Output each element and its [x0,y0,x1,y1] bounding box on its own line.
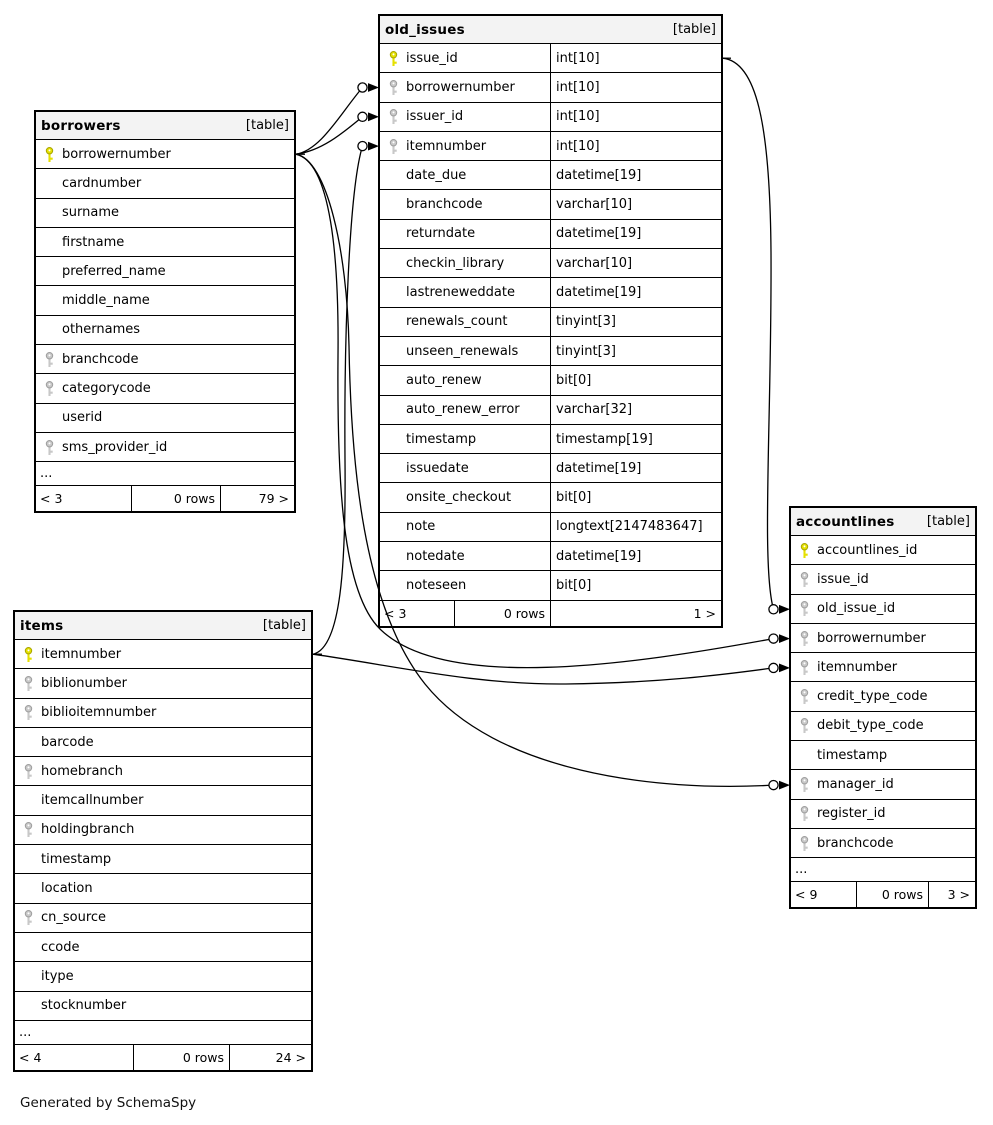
column-row-preferred_name[interactable] [36,257,294,286]
key-slot [15,821,41,838]
key-slot [380,108,406,125]
column-type: varchar[32] [550,396,721,424]
foreign-key-icon [23,763,34,780]
column-row-branchcode[interactable] [380,190,721,219]
column-row-timestamp[interactable] [15,845,311,874]
column-name: sms_provider_id [62,439,168,455]
column-row-noteseen[interactable] [380,571,721,600]
column-name: noteseen [406,577,467,593]
key-slot [791,805,817,822]
primary-key-icon [388,50,399,67]
column-row-debit_type_code[interactable] [791,712,975,741]
column-name: ccode [41,939,80,955]
column-name: middle_name [62,293,150,309]
column-name: notedate [406,548,465,564]
foreign-key-icon [799,600,810,617]
footer-parents-count: 24 > [275,1049,306,1065]
foreign-key-icon [388,138,399,155]
column-name: cardnumber [62,175,142,191]
column-name: issuer_id [406,109,464,125]
column-row-borrowernumber[interactable] [36,140,294,169]
column-row-register_id[interactable] [791,800,975,829]
edge-circle-icon [769,663,778,672]
column-name: issuedate [406,460,469,476]
foreign-key-icon [799,717,810,734]
column-name: biblionumber [41,675,128,691]
footer-parents-count: 3 > [947,887,970,903]
more-columns-row: ... [36,462,294,486]
foreign-key-icon [799,571,810,588]
table-tag: [table] [672,22,716,37]
key-slot [791,542,817,559]
table-borrowers[interactable] [34,110,296,513]
edge-circle-icon [358,142,367,151]
footer-row-count: 0 rows [857,882,929,907]
column-name: auto_renew_error [406,402,520,418]
column-type: longtext[2147483647] [550,513,721,541]
footer-parents-count: 79 > [258,491,289,507]
foreign-key-icon [799,630,810,647]
table-accountlines[interactable] [789,506,977,909]
column-row-holdingbranch[interactable] [15,816,311,845]
edge-items.itemnumber-to-old_issues.itemnumber [313,142,379,655]
edge-circle-icon [769,605,778,614]
column-row-branchcode[interactable] [36,345,294,374]
column-name: firstname [62,234,125,250]
column-row-itype[interactable] [15,962,311,991]
column-type: int[10] [550,73,721,101]
key-slot [15,675,41,692]
table-footer [36,486,294,511]
table-tag: [table] [245,118,289,133]
column-name: preferred_name [62,263,166,279]
column-row-issue_id[interactable] [791,565,975,594]
key-slot [791,688,817,705]
column-row-categorycode[interactable] [36,374,294,403]
column-row-cardnumber[interactable] [36,169,294,198]
column-row-branchcode[interactable] [791,829,975,858]
foreign-key-icon [799,688,810,705]
column-row-surname[interactable] [36,199,294,228]
edge-borrowers.borrowernumber-to-old_issues.issuer_id [296,112,379,154]
footer-children-count: < 9 [791,882,857,907]
column-type: int[10] [550,44,721,72]
column-row-biblioitemnumber[interactable] [15,699,311,728]
column-type: varchar[10] [550,249,721,277]
key-slot [36,380,62,397]
column-name: date_due [406,167,467,183]
column-type: timestamp[19] [550,425,721,453]
more-columns-row: ... [15,1021,311,1045]
column-row-renewals_count[interactable] [380,308,721,337]
column-name: othernames [62,322,141,338]
column-row-credit_type_code[interactable] [791,682,975,711]
table-items[interactable] [13,610,313,1072]
column-row-barcode[interactable] [15,728,311,757]
footer-parents-count: 1 > [693,605,716,621]
column-row-middle_name[interactable] [36,286,294,315]
column-name: debit_type_code [817,718,924,734]
column-name: itemnumber [817,659,898,675]
table-footer [791,882,975,907]
column-row-othernames[interactable] [36,316,294,345]
key-slot [36,146,62,163]
column-name: lastreneweddate [406,285,515,301]
foreign-key-icon [44,351,55,368]
column-name: borrowernumber [817,630,926,646]
table-footer [380,601,721,626]
column-name: branchcode [817,835,894,851]
column-row-sms_provider_id[interactable] [36,433,294,462]
column-type: varchar[10] [550,190,721,218]
foreign-key-icon [23,821,34,838]
column-row-itemnumber[interactable] [15,640,311,669]
footer-children-count: < 4 [15,1045,134,1070]
footer-row-count: 0 rows [132,486,221,511]
key-slot [791,630,817,647]
column-name: itemcallnumber [41,793,144,809]
column-name: accountlines_id [817,542,918,558]
column-row-onsite_checkout[interactable] [380,483,721,512]
primary-key-icon [44,146,55,163]
column-name: old_issue_id [817,601,896,617]
column-name: location [41,881,93,897]
footer-row-count: 0 rows [134,1045,230,1070]
column-type: datetime[19] [550,454,721,482]
column-name: issue_id [817,571,869,587]
generated-by-text: Generated by SchemaSpy [20,1095,197,1111]
table-title[interactable]: borrowers [41,117,121,134]
table-footer [15,1045,311,1070]
column-row-checkin_library[interactable] [380,249,721,278]
column-row-itemnumber[interactable] [380,132,721,161]
column-type: datetime[19] [550,161,721,189]
foreign-key-icon [388,79,399,96]
primary-key-icon [799,542,810,559]
table-header [380,16,721,44]
key-slot [15,646,41,663]
column-name: checkin_library [406,255,505,271]
foreign-key-icon [799,805,810,822]
key-slot [791,835,817,852]
column-name: register_id [817,806,886,822]
foreign-key-icon [799,776,810,793]
edge-borrowers.borrowernumber-to-old_issues.borrowernumber [296,83,379,154]
column-row-itemcallnumber[interactable] [15,786,311,815]
column-row-auto_renew[interactable] [380,366,721,395]
column-name: barcode [41,734,94,750]
edge-old_issues.issue_id-to-accountlines.old_issue_id [723,58,790,614]
column-name: branchcode [62,351,139,367]
key-slot [791,600,817,617]
footer-row-count: 0 rows [455,601,551,626]
key-slot [380,50,406,67]
column-name: issue_id [406,50,458,66]
footer-children-count: < 3 [36,486,132,511]
foreign-key-icon [799,659,810,676]
column-row-unseen_renewals[interactable] [380,337,721,366]
column-name: renewals_count [406,314,508,330]
foreign-key-icon [799,835,810,852]
column-row-timestamp[interactable] [380,425,721,454]
foreign-key-icon [388,108,399,125]
column-name: holdingbranch [41,822,135,838]
key-slot [15,704,41,721]
column-row-issuer_id[interactable] [380,103,721,132]
column-name: branchcode [406,197,483,213]
column-row-issuedate[interactable] [380,454,721,483]
column-row-userid[interactable] [36,404,294,433]
column-name: cn_source [41,910,107,926]
foreign-key-icon [23,909,34,926]
table-title[interactable]: old_issues [385,21,465,38]
column-row-old_issue_id[interactable] [791,595,975,624]
table-header [36,112,294,140]
column-row-auto_renew_error[interactable] [380,396,721,425]
column-row-borrowernumber[interactable] [791,624,975,653]
key-slot [36,439,62,456]
column-name: timestamp [41,851,112,867]
column-row-notedate[interactable] [380,542,721,571]
key-slot [15,909,41,926]
column-type: tinyint[3] [550,337,721,365]
column-row-returndate[interactable] [380,220,721,249]
foreign-key-icon [44,439,55,456]
table-header [791,508,975,536]
key-slot [791,717,817,734]
column-name: onsite_checkout [406,490,512,506]
column-row-note[interactable] [380,513,721,542]
column-row-homebranch[interactable] [15,757,311,786]
column-name: timestamp [817,747,888,763]
key-slot [791,776,817,793]
column-name: itype [41,968,74,984]
table-tag: [table] [262,618,306,633]
column-row-ccode[interactable] [15,933,311,962]
column-row-borrowernumber[interactable] [380,73,721,102]
foreign-key-icon [23,675,34,692]
edge-items.itemnumber-to-accountlines.itemnumber [313,654,790,684]
column-row-cn_source[interactable] [15,904,311,933]
key-slot [36,351,62,368]
key-slot [380,138,406,155]
column-name: stocknumber [41,998,127,1014]
column-name: credit_type_code [817,689,928,705]
column-name: borrowernumber [62,146,171,162]
column-name: surname [62,205,119,221]
footer-children-count: < 3 [380,601,455,626]
column-name: homebranch [41,763,124,779]
column-name: returndate [406,226,476,242]
column-type: tinyint[3] [550,308,721,336]
key-slot [15,763,41,780]
column-name: auto_renew [406,372,482,388]
table-title[interactable]: items [20,617,64,634]
primary-key-icon [23,646,34,663]
column-type: bit[0] [550,366,721,394]
table-old_issues[interactable] [378,14,723,628]
table-title[interactable]: accountlines [796,513,895,530]
column-type: datetime[19] [550,220,721,248]
column-type: int[10] [550,132,721,160]
more-columns-row: ... [791,858,975,882]
column-row-biblionumber[interactable] [15,669,311,698]
column-name: unseen_renewals [406,343,519,359]
key-slot [791,571,817,588]
column-type: datetime[19] [550,542,721,570]
foreign-key-icon [44,380,55,397]
column-name: categorycode [62,381,151,397]
column-row-stocknumber[interactable] [15,992,311,1021]
column-type: datetime[19] [550,278,721,306]
column-type: int[10] [550,103,721,131]
column-row-manager_id[interactable] [791,770,975,799]
column-name: biblioitemnumber [41,705,157,721]
column-row-lastreneweddate[interactable] [380,278,721,307]
column-row-timestamp[interactable] [791,741,975,770]
column-row-accountlines_id[interactable] [791,536,975,565]
column-row-issue_id[interactable] [380,44,721,73]
column-name: itemnumber [406,138,487,154]
edge-circle-icon [769,781,778,790]
edge-circle-icon [769,634,778,643]
column-name: userid [62,410,103,426]
foreign-key-icon [23,704,34,721]
edge-circle-icon [358,112,367,121]
column-name: note [406,519,436,535]
column-type: bit[0] [550,483,721,511]
column-row-date_due[interactable] [380,161,721,190]
column-type: bit[0] [550,571,721,599]
column-name: timestamp [406,431,477,447]
column-row-location[interactable] [15,874,311,903]
edge-circle-icon [358,83,367,92]
column-name: manager_id [817,777,894,793]
column-name: itemnumber [41,646,122,662]
key-slot [791,659,817,676]
table-tag: [table] [926,514,970,529]
column-name: borrowernumber [406,79,515,95]
column-row-firstname[interactable] [36,228,294,257]
column-row-itemnumber[interactable] [791,653,975,682]
key-slot [380,79,406,96]
table-header [15,612,311,640]
